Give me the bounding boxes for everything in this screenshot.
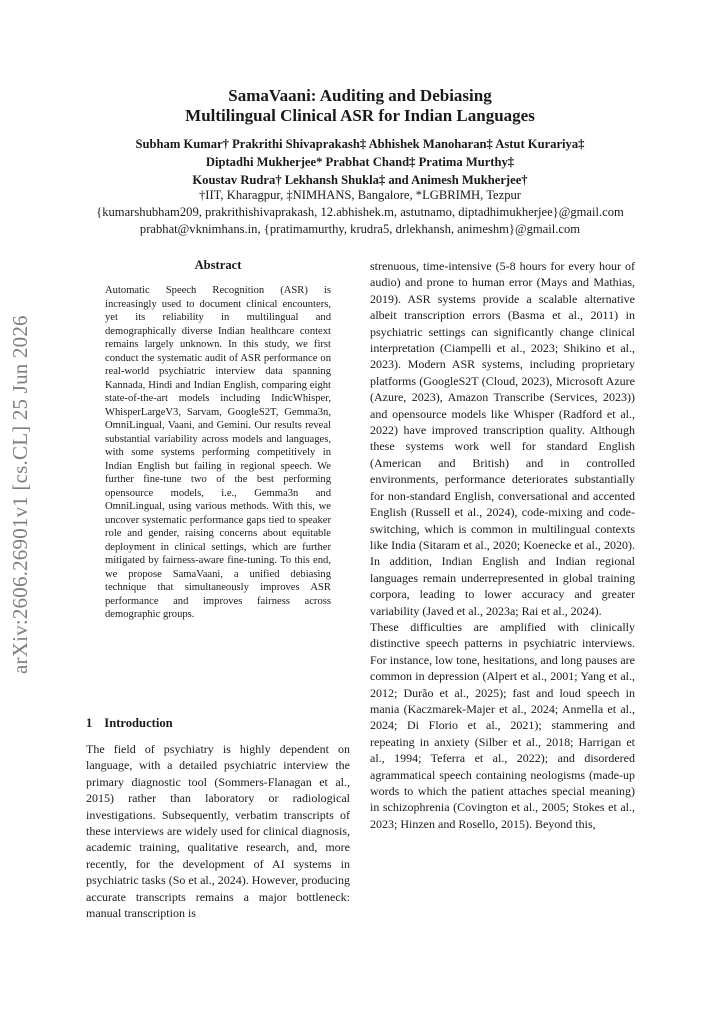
section-title: Introduction <box>104 716 173 730</box>
authors-line-3: Koustav Rudra† Lekhansh Shukla‡ and Animesh Mukherjee† <box>192 173 528 187</box>
abstract-heading: Abstract <box>194 258 242 272</box>
title-line-1: SamaVaani: Auditing and Debiasing <box>228 86 492 105</box>
emails-line-2: prabhat@vknimhans.in, {pratimamurthy, krudra5, drlekhansh, animeshm}@gmail.com <box>139 222 581 236</box>
paragraph-clinical-speech: These difficulties are amplified with clinically distinctive speech patterns in psychiatric interviews. For instance, low tone, hesitations, and long pauses are common in depression (Alpert et al., 2001; Yang et al., 2012; Durão et al., 2025); fast and loud speech in mania (Kaczmarek-Majer et al., 2024; Anmella et al., 2024; Di Florio et al., 2021); stammering and repeating in anxiety (Silber et al., 2018; Harrigan et al., 1994; Teferra et al., 2022); and disordered agrammatical speech containing neologisms (made-up words to which the patient attaches special meaning) in schizophrenia (Covington et al., 2005; Stokes et al., 2023; Hinzen and Rosello, 2015). Beyond this, <box>370 619 635 831</box>
emails-line-1: {kumarshubham209, prakrithishivaprakash, 12.abhishek.m, astutnamo, diptadhimukherjee}@gmail.com <box>96 205 624 219</box>
author-list <box>0 135 720 189</box>
introduction-paragraph: The field of psychiatry is highly dependent on language, with a detailed psychiatric interview the primary diagnostic tool (Sommers-Flanagan et al., 2015) rather than laboratory or radiological investigations. Subsequently, verbatim transcripts of these interviews are widely used for clinical diagnosis, academic training, qualitative research, and, more recently, for the development of AI systems in psychiatric tasks (So et al., 2024). However, producing accurate transcripts remains a major bottleneck: manual transcription is <box>86 742 350 921</box>
authors-line-2: Diptadhi Mukherjee* Prabhat Chand‡ Pratima Murthy‡ <box>205 155 515 169</box>
section-heading-introduction <box>86 716 185 731</box>
section-number: 1 <box>86 716 93 730</box>
paragraph-asr-challenges: strenuous, time-intensive (5-8 hours for every hour of audio) and prone to human error (Mays and Mathias, 2019). ASR systems provide a scalable alternative albeit transcription errors (Basma et al., 2011) in psychiatric settings can significantly change clinical interpretation (Ciampelli et al., 2023; Shikino et al., 2023). Modern ASR systems, including proprietary platforms (GoogleS2T (Cloud, 2023), Microsoft Azure (Azure, 2023), Amazon Transcribe (Services, 2023)) and opensource models like Whisper (Radford et al., 2022) have improved transcription quality. Although these systems work well for standard English (American and British) and in controlled environments, performance deteriorates substantially for non-standard English, conversational and accented English (Russell et al., 2024), code-mixing and code-switching, which is common in multilingual contexts like India (Sitaram et al., 2020; Koenecke et al., 2020). In addition, Indian English and Indian regional languages remain underrepresented in global training corpora, leading to lower accuracy and greater variability (Javed et al., 2023a; Rai et al., 2024). <box>370 259 635 618</box>
authors-line-1: Subham Kumar† Prakrithi Shivaprakash‡ Abhishek Manoharan‡ Astut Kurariya‡ <box>135 137 585 151</box>
author-emails <box>0 204 720 238</box>
right-column <box>370 258 635 832</box>
title-line-2: Multilingual Clinical ASR for Indian Languages <box>185 106 535 125</box>
abstract-text: Automatic Speech Recognition (ASR) is increasingly used to document clinical encounters, yet its reliability in multilingual and demographically diverse Indian healthcare context remains largely unknown. In this study, we first conduct the systematic audit of ASR performance on real-world psychiatric interview data spanning Kannada, Hindi and Indian English, comparing eight state-of-the-art models including IndicWhisper, WhisperLargeV3, Sarvam, GoogleS2T, Gemma3n, OmniLingual, Vaani, and Gemini. Our results reveal substantial variability across models and languages, with some systems performing competitively in Indian English but failing in regional speech. We further fine-tune two of the best performing opensource models, i.e., Gemma3n and OmniLingual, using various methods. With this, we uncover systematic performance gaps tied to speaker role and gender, raising concerns about equitable deployment in clinical settings, which are further mitigated by fairness-aware fine-tuning. To this end, we propose SamaVaani, a unified debiasing technique that simultaneously improves ASR performance and improves fairness across demographic groups. <box>105 285 331 620</box>
affiliations: †IIT, Kharagpur, ‡NIMHANS, Bangalore, *LGBRIMH, Tezpur <box>198 188 522 202</box>
paper-title <box>0 86 720 126</box>
arxiv-stamp: arXiv:2606.26901v1 [cs.CL] 25 Jun 2026 <box>8 315 32 675</box>
